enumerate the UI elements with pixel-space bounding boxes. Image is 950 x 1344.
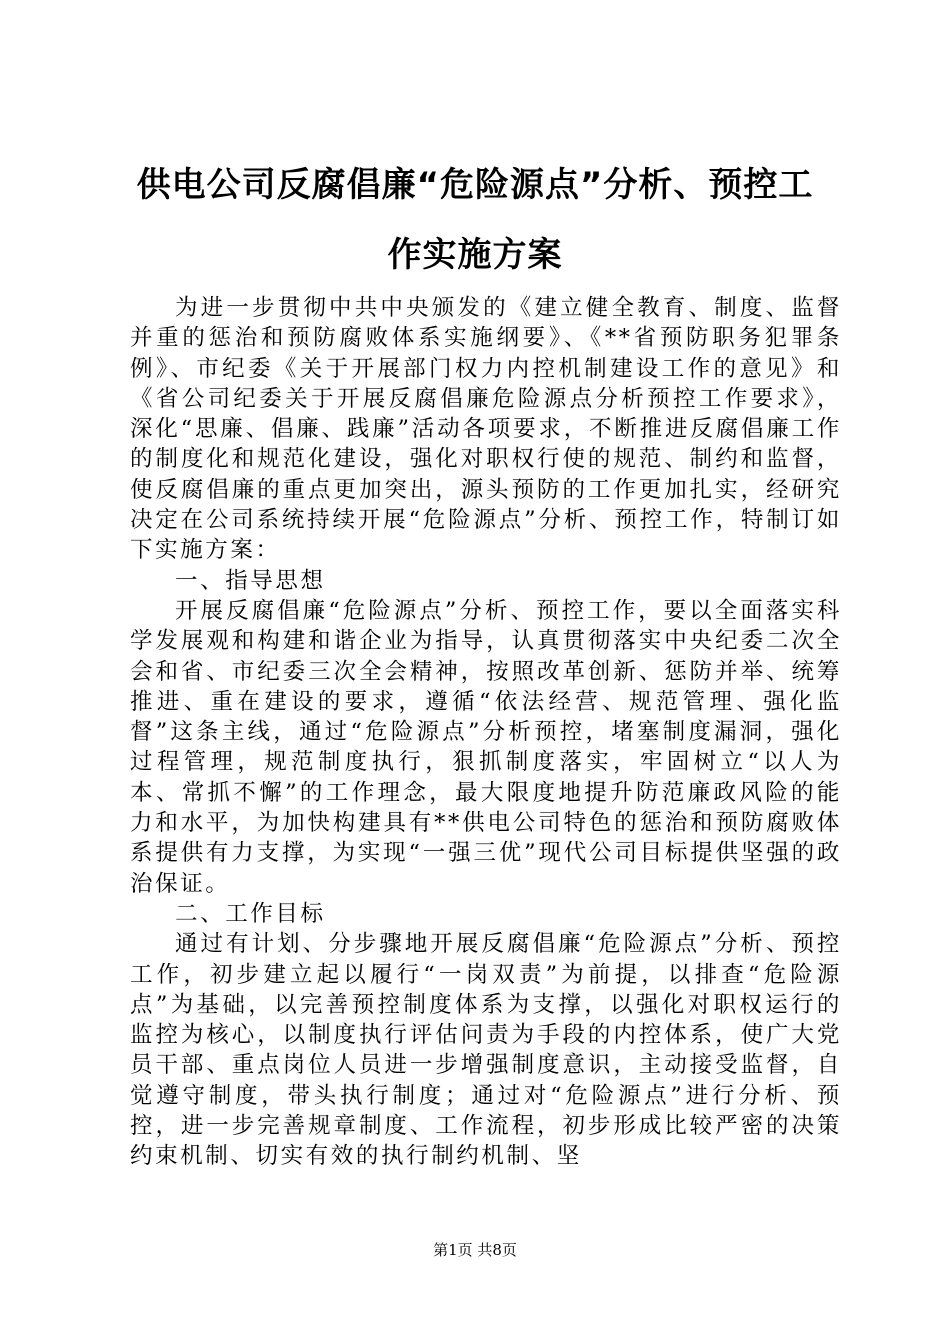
page-footer — [0, 1240, 950, 1260]
section-heading-guiding-ideology: 一、指导思想 — [175, 567, 326, 594]
guiding-ideology-paragraph: 开展反腐倡廉“危险源点”分析、预控工作，要以全面落实科学发展观和构建和谐企业为指导，认真贯彻落实中央纪委二次全会和省、市纪委三次全会精神，按照改革创新、惩防并举、统筹推进、重在建设的要求，遵循“依法经营、规范管理、强化监督”这条主线，通过“危险源点”分析预控，堵塞制度漏洞，强化过程管理，规范制度执行，狠抓制度落实，牢固树立“以人为本、常抓不懈”的工作理念，最大限度地提升防范廉政风险的能力和水平，为加快构建具有**供电公司特色的惩治和预防腐败体系提供有力支撑，为实现“一强三优”现代公司目标提供坚强的政治保证。 — [130, 597, 842, 897]
page-number: 第1页 — [433, 1241, 473, 1259]
intro-paragraph: 为进一步贯彻中共中央颁发的《建立健全教育、制度、监督并重的惩治和预防腐败体系实施纲要》、《**省预防职务犯罪条例》、市纪委《关于开展部门权力内控机制建设工作的意见》和《省公司纪委关于开展反腐倡廉危险源点分析预控工作要求》，深化“思廉、倡廉、践廉”活动各项要求，不断推进反腐倡廉工作的制度化和规范化建设，强化对职权行使的规范、制约和监督，使反腐倡廉的重点更加突出，源头预防的工作更加扎实，经研究决定在公司系统持续开展“危险源点”分析、预控工作，特制订如下实施方案： — [130, 295, 842, 564]
document-title-line-2: 作实施方案 — [387, 235, 563, 275]
total-pages: 共8页 — [477, 1241, 517, 1259]
document-title-line-1: 供电公司反腐倡廉“危险源点”分析、预控工 — [136, 165, 814, 205]
section-heading-work-goals: 二、工作目标 — [175, 900, 326, 927]
document-body — [130, 293, 842, 1172]
work-goals-paragraph: 通过有计划、分步骤地开展反腐倡廉“危险源点”分析、预控工作，初步建立起以履行“一岗双责”为前提，以排查“危险源点”为基础，以完善预控制度体系为支撑，以强化对职权运行的监控为核心，以制度执行评估问责为手段的内控体系，使广大党员干部、重点岗位人员进一步增强制度意识，主动接受监督，自觉遵守制度，带头执行制度；通过对“危险源点”进行分析、预控，进一步完善规章制度、工作流程，初步形成比较严密的决策约束机制、切实有效的执行制约机制、坚 — [130, 931, 842, 1170]
